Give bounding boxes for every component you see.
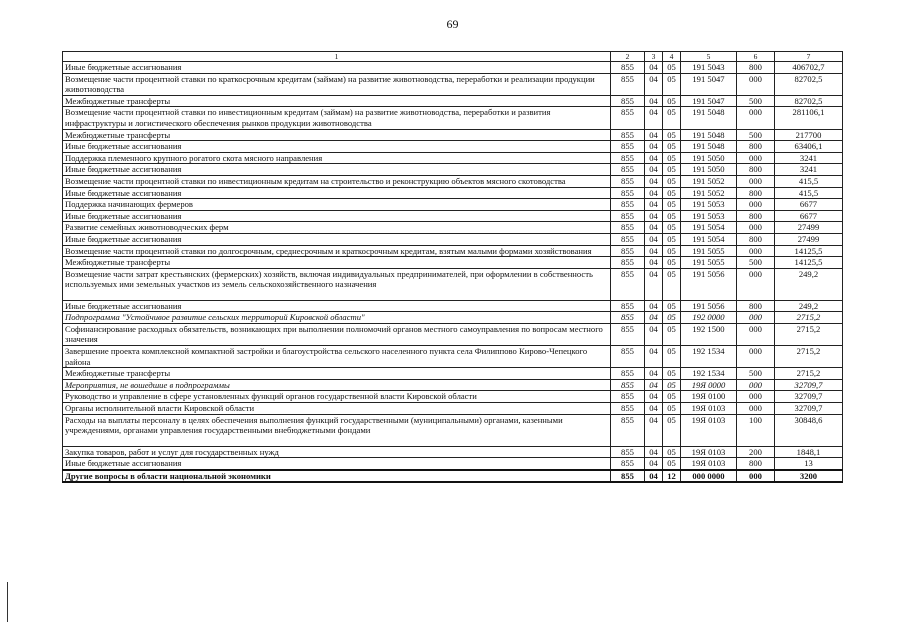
subsection-code-cell: 05 — [663, 312, 681, 324]
expense-type-cell: 800 — [737, 233, 775, 245]
target-article-cell: 191 5056 — [681, 300, 737, 312]
row-name-cell: Иные бюджетные ассигнования — [63, 141, 611, 153]
expense-type-cell: 500 — [737, 129, 775, 141]
target-article-cell: 192 1500 — [681, 323, 737, 345]
table-row — [63, 62, 843, 74]
subsection-code-cell: 05 — [663, 129, 681, 141]
table-row — [63, 141, 843, 153]
subsection-code-cell: 05 — [663, 95, 681, 107]
subsection-code-cell: 05 — [663, 152, 681, 164]
row-name-cell: Мероприятия, не вошедшие в подпрограммы — [63, 379, 611, 391]
table-row — [63, 95, 843, 107]
target-article-cell: 191 5052 — [681, 175, 737, 187]
row-name-cell: Поддержка племенного крупного рогатого скота мясного направления — [63, 152, 611, 164]
amount-cell: 3200 — [775, 470, 843, 483]
row-name-cell: Возмещение части процентной ставки по долгосрочным, среднесрочным и краткосрочным кредитам, взятым малыми формами хозяйствования — [63, 245, 611, 257]
amount-cell: 2715,2 — [775, 323, 843, 345]
row-name-cell: Возмещение части затрат крестьянских (фермерских) хозяйств, включая индивидуальных предпринимателей, при оформлении в собственность используемых ими земельных участков из земель сельскохозяйственного назначения — [63, 268, 611, 300]
table-row — [63, 414, 843, 446]
subsection-code-cell: 05 — [663, 458, 681, 470]
ministry-code-cell: 855 — [611, 62, 645, 74]
section-code-cell: 04 — [645, 141, 663, 153]
expense-type-cell: 000 — [737, 470, 775, 483]
subsection-code-cell: 05 — [663, 233, 681, 245]
ministry-code-cell: 855 — [611, 403, 645, 415]
table-row — [63, 187, 843, 199]
subsection-code-cell: 05 — [663, 222, 681, 234]
table-row — [63, 268, 843, 300]
section-code-cell: 04 — [645, 62, 663, 74]
amount-cell: 27499 — [775, 233, 843, 245]
section-code-cell: 04 — [645, 210, 663, 222]
subsection-code-cell: 05 — [663, 403, 681, 415]
expense-type-cell: 000 — [737, 323, 775, 345]
target-article-cell: 19Я 0103 — [681, 446, 737, 458]
expense-type-cell: 800 — [737, 141, 775, 153]
row-name-cell: Возмещение части процентной ставки по краткосрочным кредитам (займам) на развитие животноводства, переработки и реализации продукции животноводства — [63, 73, 611, 95]
amount-cell: 14125,5 — [775, 245, 843, 257]
subsection-code-cell: 05 — [663, 323, 681, 345]
subsection-code-cell: 05 — [663, 199, 681, 211]
amount-cell: 2715,2 — [775, 346, 843, 368]
amount-cell: 30848,6 — [775, 414, 843, 446]
row-name-cell: Иные бюджетные ассигнования — [63, 187, 611, 199]
target-article-cell: 191 5050 — [681, 152, 737, 164]
target-article-cell: 192 1534 — [681, 346, 737, 368]
target-article-cell: 191 5050 — [681, 164, 737, 176]
target-article-cell: 191 5053 — [681, 210, 737, 222]
section-code-cell: 04 — [645, 152, 663, 164]
section-code-cell: 04 — [645, 245, 663, 257]
subsection-code-cell: 05 — [663, 62, 681, 74]
section-code-cell: 04 — [645, 446, 663, 458]
header-cell: 4 — [663, 52, 681, 62]
table-total-row — [63, 470, 843, 483]
target-article-cell: 191 5048 — [681, 107, 737, 129]
ministry-code-cell: 855 — [611, 199, 645, 211]
expense-type-cell: 000 — [737, 268, 775, 300]
expense-type-cell: 500 — [737, 368, 775, 380]
row-name-cell: Иные бюджетные ассигнования — [63, 210, 611, 222]
ministry-code-cell: 855 — [611, 107, 645, 129]
subsection-code-cell: 05 — [663, 210, 681, 222]
ministry-code-cell: 855 — [611, 268, 645, 300]
header-cell: 6 — [737, 52, 775, 62]
row-name-cell: Возмещение части процентной ставки по инвестиционным кредитам (займам) на развитие животноводства, переработки и развития инфраструктуры и логистического обеспечения рынков продукции животноводства — [63, 107, 611, 129]
ministry-code-cell: 855 — [611, 312, 645, 324]
section-code-cell: 04 — [645, 379, 663, 391]
ministry-code-cell: 855 — [611, 323, 645, 345]
target-article-cell: 191 5048 — [681, 129, 737, 141]
table-header-row — [63, 52, 843, 62]
subsection-code-cell: 12 — [663, 470, 681, 483]
expense-type-cell: 800 — [737, 164, 775, 176]
page-number: 69 — [446, 17, 459, 31]
row-name-cell: Межбюджетные трансферты — [63, 95, 611, 107]
table-row — [63, 164, 843, 176]
table-row — [63, 222, 843, 234]
section-code-cell: 04 — [645, 164, 663, 176]
table-row — [63, 175, 843, 187]
section-code-cell: 04 — [645, 95, 663, 107]
amount-cell: 6677 — [775, 199, 843, 211]
row-name-cell: Подпрограмма "Устойчивое развитие сельских территорий Кировской области" — [63, 312, 611, 324]
table-row — [63, 312, 843, 324]
header-cell: 5 — [681, 52, 737, 62]
expense-type-cell: 800 — [737, 458, 775, 470]
subsection-code-cell: 05 — [663, 391, 681, 403]
table-row — [63, 458, 843, 470]
amount-cell: 63406,1 — [775, 141, 843, 153]
section-code-cell: 04 — [645, 129, 663, 141]
expense-type-cell: 000 — [737, 346, 775, 368]
row-name-cell: Иные бюджетные ассигнования — [63, 300, 611, 312]
target-article-cell: 191 5048 — [681, 141, 737, 153]
table-row — [63, 107, 843, 129]
table-row — [63, 129, 843, 141]
header-cell: 7 — [775, 52, 843, 62]
ministry-code-cell: 855 — [611, 141, 645, 153]
row-name-cell: Возмещение части процентной ставки по инвестиционным кредитам на строительство и реконструкцию объектов мясного скотоводства — [63, 175, 611, 187]
subsection-code-cell: 05 — [663, 175, 681, 187]
ministry-code-cell: 855 — [611, 446, 645, 458]
ministry-code-cell: 855 — [611, 233, 645, 245]
table-row — [63, 245, 843, 257]
expense-type-cell: 100 — [737, 414, 775, 446]
amount-cell: 32709,7 — [775, 391, 843, 403]
expense-type-cell: 000 — [737, 403, 775, 415]
ministry-code-cell: 855 — [611, 368, 645, 380]
section-code-cell: 04 — [645, 300, 663, 312]
table-row — [63, 368, 843, 380]
table-row — [63, 210, 843, 222]
table-row — [63, 257, 843, 269]
target-article-cell: 19Я 0000 — [681, 379, 737, 391]
amount-cell: 415,5 — [775, 175, 843, 187]
target-article-cell: 000 0000 — [681, 470, 737, 483]
expense-type-cell: 500 — [737, 95, 775, 107]
ministry-code-cell: 855 — [611, 379, 645, 391]
amount-cell: 249,2 — [775, 300, 843, 312]
subsection-code-cell: 05 — [663, 300, 681, 312]
amount-cell: 32709,7 — [775, 379, 843, 391]
row-name-cell: Поддержка начинающих фермеров — [63, 199, 611, 211]
subsection-code-cell: 05 — [663, 141, 681, 153]
expense-type-cell: 800 — [737, 187, 775, 199]
row-name-cell: Софинансирование расходных обязательств, возникающих при выполнении полномочий органов местного самоуправления по вопросам местного значения — [63, 323, 611, 345]
amount-cell: 406702,7 — [775, 62, 843, 74]
section-code-cell: 04 — [645, 175, 663, 187]
expense-type-cell: 800 — [737, 62, 775, 74]
expense-type-cell: 000 — [737, 73, 775, 95]
table-row — [63, 73, 843, 95]
ministry-code-cell: 855 — [611, 391, 645, 403]
ministry-code-cell: 855 — [611, 414, 645, 446]
margin-mark — [7, 582, 8, 622]
table-row — [63, 199, 843, 211]
table-row — [63, 152, 843, 164]
ministry-code-cell: 855 — [611, 175, 645, 187]
row-name-cell: Другие вопросы в области национальной экономики — [63, 470, 611, 483]
section-code-cell: 04 — [645, 470, 663, 483]
section-code-cell: 04 — [645, 346, 663, 368]
ministry-code-cell: 855 — [611, 95, 645, 107]
amount-cell: 415,5 — [775, 187, 843, 199]
target-article-cell: 192 0000 — [681, 312, 737, 324]
subsection-code-cell: 05 — [663, 164, 681, 176]
target-article-cell: 191 5043 — [681, 62, 737, 74]
ministry-code-cell: 855 — [611, 470, 645, 483]
amount-cell: 13 — [775, 458, 843, 470]
expense-type-cell: 000 — [737, 107, 775, 129]
subsection-code-cell: 05 — [663, 187, 681, 199]
amount-cell: 32709,7 — [775, 403, 843, 415]
section-code-cell: 04 — [645, 233, 663, 245]
expense-type-cell: 000 — [737, 312, 775, 324]
ministry-code-cell: 855 — [611, 129, 645, 141]
expense-type-cell: 000 — [737, 175, 775, 187]
ministry-code-cell: 855 — [611, 210, 645, 222]
target-article-cell: 191 5053 — [681, 199, 737, 211]
table-row — [63, 446, 843, 458]
expense-type-cell: 800 — [737, 300, 775, 312]
section-code-cell: 04 — [645, 458, 663, 470]
target-article-cell: 19Я 0103 — [681, 414, 737, 446]
target-article-cell: 191 5056 — [681, 268, 737, 300]
header-cell: 3 — [645, 52, 663, 62]
section-code-cell: 04 — [645, 199, 663, 211]
ministry-code-cell: 855 — [611, 73, 645, 95]
row-name-cell: Иные бюджетные ассигнования — [63, 458, 611, 470]
amount-cell: 82702,5 — [775, 95, 843, 107]
target-article-cell: 191 5054 — [681, 222, 737, 234]
table-row — [63, 233, 843, 245]
amount-cell: 3241 — [775, 152, 843, 164]
target-article-cell: 192 1534 — [681, 368, 737, 380]
subsection-code-cell: 05 — [663, 446, 681, 458]
header-cell: 2 — [611, 52, 645, 62]
target-article-cell: 191 5047 — [681, 95, 737, 107]
subsection-code-cell: 05 — [663, 268, 681, 300]
row-name-cell: Расходы на выплаты персоналу в целях обеспечения выполнения функций государственными (муниципальными) органами, казенными учреждениями, органами управления государственными внебюджетными фондами — [63, 414, 611, 446]
subsection-code-cell: 05 — [663, 379, 681, 391]
ministry-code-cell: 855 — [611, 346, 645, 368]
amount-cell: 82702,5 — [775, 73, 843, 95]
subsection-code-cell: 05 — [663, 414, 681, 446]
ministry-code-cell: 855 — [611, 257, 645, 269]
amount-cell: 3241 — [775, 164, 843, 176]
amount-cell: 14125,5 — [775, 257, 843, 269]
section-code-cell: 04 — [645, 403, 663, 415]
expense-type-cell: 000 — [737, 222, 775, 234]
subsection-code-cell: 05 — [663, 245, 681, 257]
row-name-cell: Закупка товаров, работ и услуг для государственных нужд — [63, 446, 611, 458]
section-code-cell: 04 — [645, 368, 663, 380]
section-code-cell: 04 — [645, 323, 663, 345]
row-name-cell: Руководство и управление в сфере установленных функций органов государственной власти Кировской области — [63, 391, 611, 403]
subsection-code-cell: 05 — [663, 368, 681, 380]
row-name-cell: Межбюджетные трансферты — [63, 368, 611, 380]
amount-cell: 1848,1 — [775, 446, 843, 458]
ministry-code-cell: 855 — [611, 222, 645, 234]
row-name-cell: Иные бюджетные ассигнования — [63, 233, 611, 245]
amount-cell: 6677 — [775, 210, 843, 222]
budget-table — [62, 51, 843, 483]
section-code-cell: 04 — [645, 187, 663, 199]
section-code-cell: 04 — [645, 107, 663, 129]
section-code-cell: 04 — [645, 268, 663, 300]
table-row — [63, 300, 843, 312]
target-article-cell: 191 5055 — [681, 245, 737, 257]
row-name-cell: Межбюджетные трансферты — [63, 257, 611, 269]
row-name-cell: Иные бюджетные ассигнования — [63, 164, 611, 176]
section-code-cell: 04 — [645, 73, 663, 95]
section-code-cell: 04 — [645, 312, 663, 324]
row-name-cell: Завершение проекта комплексной компактной застройки и благоустройства сельского населенного пункта села Филиппово Кирово-Чепецкого района — [63, 346, 611, 368]
table-row — [63, 379, 843, 391]
amount-cell: 2715,2 — [775, 368, 843, 380]
ministry-code-cell: 855 — [611, 300, 645, 312]
expense-type-cell: 000 — [737, 199, 775, 211]
target-article-cell: 191 5047 — [681, 73, 737, 95]
subsection-code-cell: 05 — [663, 107, 681, 129]
expense-type-cell: 000 — [737, 152, 775, 164]
expense-type-cell: 200 — [737, 446, 775, 458]
table-row — [63, 346, 843, 368]
target-article-cell: 19Я 0103 — [681, 403, 737, 415]
section-code-cell: 04 — [645, 257, 663, 269]
amount-cell: 249,2 — [775, 268, 843, 300]
section-code-cell: 04 — [645, 414, 663, 446]
ministry-code-cell: 855 — [611, 164, 645, 176]
ministry-code-cell: 855 — [611, 458, 645, 470]
expense-type-cell: 800 — [737, 210, 775, 222]
target-article-cell: 191 5054 — [681, 233, 737, 245]
expense-type-cell: 500 — [737, 257, 775, 269]
amount-cell: 281106,1 — [775, 107, 843, 129]
row-name-cell: Иные бюджетные ассигнования — [63, 62, 611, 74]
ministry-code-cell: 855 — [611, 245, 645, 257]
section-code-cell: 04 — [645, 222, 663, 234]
table-row — [63, 391, 843, 403]
header-cell: 1 — [63, 52, 611, 62]
table-row — [63, 323, 843, 345]
subsection-code-cell: 05 — [663, 257, 681, 269]
target-article-cell: 191 5052 — [681, 187, 737, 199]
row-name-cell: Органы исполнительной власти Кировской области — [63, 403, 611, 415]
target-article-cell: 19Я 0103 — [681, 458, 737, 470]
row-name-cell: Межбюджетные трансферты — [63, 129, 611, 141]
expense-type-cell: 000 — [737, 379, 775, 391]
ministry-code-cell: 855 — [611, 187, 645, 199]
expense-type-cell: 000 — [737, 391, 775, 403]
table-row — [63, 403, 843, 415]
amount-cell: 2715,2 — [775, 312, 843, 324]
ministry-code-cell: 855 — [611, 152, 645, 164]
target-article-cell: 19Я 0100 — [681, 391, 737, 403]
expense-type-cell: 000 — [737, 245, 775, 257]
amount-cell: 217700 — [775, 129, 843, 141]
subsection-code-cell: 05 — [663, 73, 681, 95]
row-name-cell: Развитие семейных животноводческих ферм — [63, 222, 611, 234]
amount-cell: 27499 — [775, 222, 843, 234]
subsection-code-cell: 05 — [663, 346, 681, 368]
section-code-cell: 04 — [645, 391, 663, 403]
target-article-cell: 191 5055 — [681, 257, 737, 269]
